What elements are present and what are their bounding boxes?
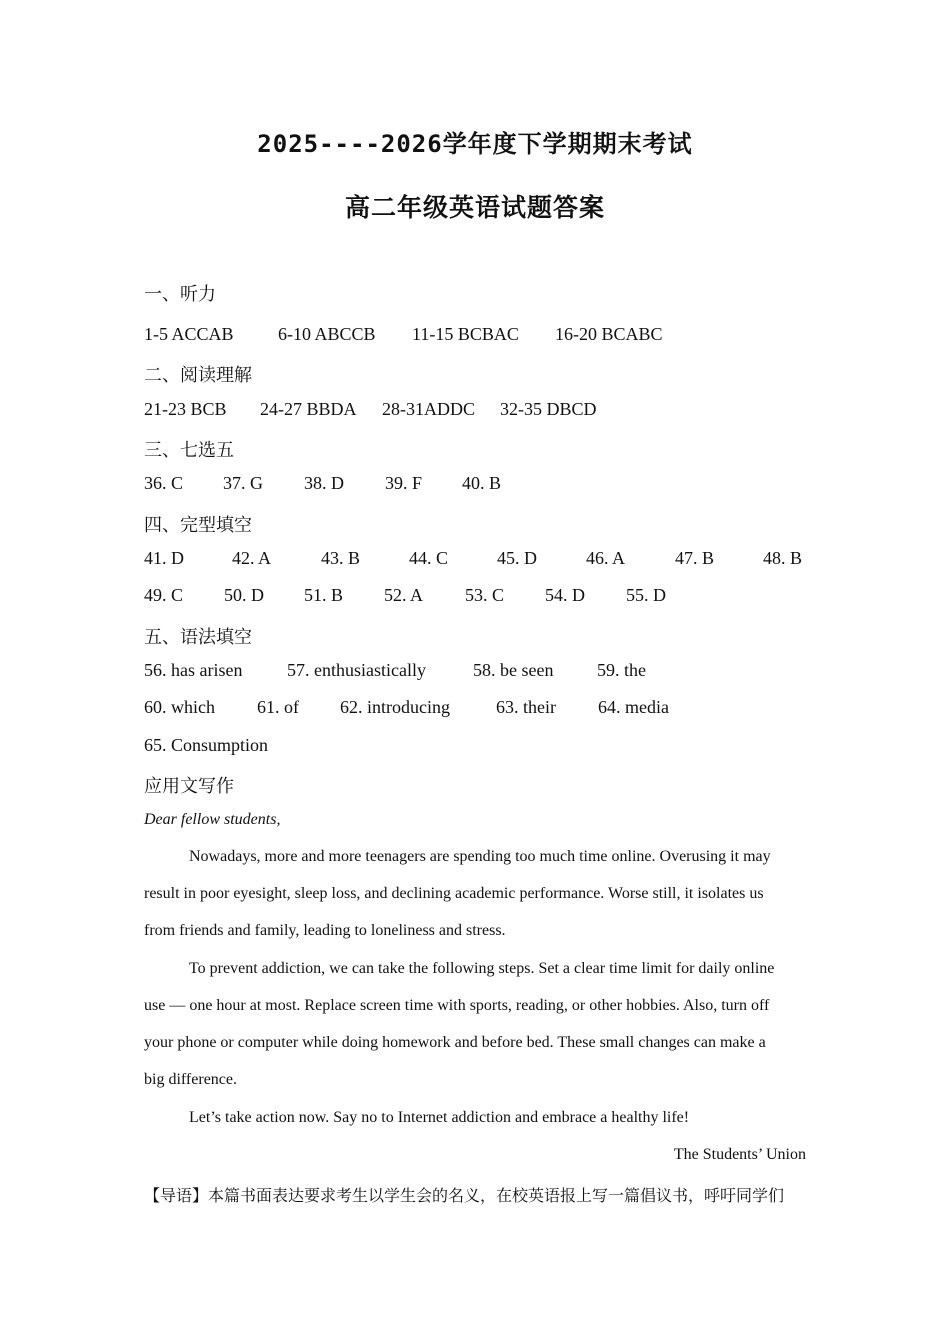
answer-item: 57. enthusiastically bbox=[287, 660, 426, 680]
answer-item: 39. F bbox=[385, 473, 423, 493]
answer-item: 38. D bbox=[304, 473, 344, 493]
answer-item: 28-31ADDC bbox=[382, 399, 475, 419]
answer-item: 36. C bbox=[144, 473, 184, 493]
answer-item: 52. A bbox=[384, 585, 424, 605]
guide-note: 【导语】本篇书面表达要求考生以学生会的名义，在校英语报上写一篇倡议书，呼吁同学们 bbox=[144, 1188, 785, 1205]
answer-item: 48. B bbox=[763, 548, 803, 568]
answer-item: 56. has arisen bbox=[144, 660, 243, 680]
answer-item: 43. B bbox=[321, 548, 361, 568]
answer-item: 6-10 ABCCB bbox=[278, 324, 376, 344]
letter-paragraph-line: Let’s take action now. Say no to Internet addiction and embrace a healthy life! bbox=[189, 1109, 690, 1126]
letter-paragraph-line: use — one hour at most. Replace screen time with sports, reading, or other hobbies. Also, turn off bbox=[144, 997, 770, 1014]
letter-paragraph-line: result in poor eyesight, sleep loss, and declining academic performance. Worse still, it isolates us bbox=[144, 885, 764, 902]
answer-item: 24-27 BBDA bbox=[260, 399, 357, 419]
answer-item: 64. media bbox=[598, 697, 669, 717]
answer-item: 51. B bbox=[304, 585, 344, 605]
answer-row bbox=[144, 735, 268, 756]
answer-item: 21-23 BCB bbox=[144, 399, 227, 419]
answer-item: 44. C bbox=[409, 548, 449, 568]
answer-item: 60. which bbox=[144, 697, 215, 717]
answer-item: 55. D bbox=[626, 585, 666, 605]
section-heading-cloze: 四、完型填空 bbox=[144, 515, 252, 535]
answer-item: 49. C bbox=[144, 585, 184, 605]
answer-item: 47. B bbox=[675, 548, 715, 568]
section-heading-listening: 一、听力 bbox=[144, 284, 216, 304]
answer-item: 46. A bbox=[586, 548, 626, 568]
section-heading-grammar-fill: 五、语法填空 bbox=[144, 627, 252, 647]
letter-paragraph-line: your phone or computer while doing homework and before bed. These small changes can make a bbox=[144, 1034, 766, 1051]
answer-item: 63. their bbox=[496, 697, 556, 717]
answer-item: 1-5 ACCAB bbox=[144, 324, 234, 344]
letter-paragraph-line: from friends and family, leading to loneliness and stress. bbox=[144, 922, 506, 939]
answer-item: 58. be seen bbox=[473, 660, 554, 680]
answer-item: 37. G bbox=[223, 473, 263, 493]
answer-item: 41. D bbox=[144, 548, 184, 568]
answer-item: 45. D bbox=[497, 548, 537, 568]
title-suffix: 学年度下学期期末考试 bbox=[442, 129, 693, 158]
title-year-range: 2025----2026 bbox=[257, 130, 443, 158]
answer-item: 53. C bbox=[465, 585, 505, 605]
letter-salutation: Dear fellow students, bbox=[144, 811, 281, 828]
answer-item: 42. A bbox=[232, 548, 272, 568]
page-title bbox=[0, 124, 950, 159]
answer-item: 50. D bbox=[224, 585, 264, 605]
page-subtitle: 高二年级英语试题答案 bbox=[344, 195, 605, 222]
answer-item: 16-20 BCABC bbox=[555, 324, 663, 344]
answer-item: 54. D bbox=[545, 585, 585, 605]
section-heading-reading: 二、阅读理解 bbox=[144, 365, 252, 385]
letter-paragraph-line: To prevent addiction, we can take the following steps. Set a clear time limit for daily online bbox=[189, 960, 775, 977]
answer-item: 59. the bbox=[597, 660, 646, 680]
letter-paragraph-line: big difference. bbox=[144, 1071, 237, 1088]
letter-paragraph-line: Nowadays, more and more teenagers are spending too much time online. Overusing it may bbox=[189, 848, 771, 865]
answer-item: 65. Consumption bbox=[144, 735, 269, 755]
section-heading-seven-choose-five: 三、七选五 bbox=[144, 440, 234, 460]
answer-item: 40. B bbox=[462, 473, 502, 493]
letter-signature: The Students’ Union bbox=[673, 1146, 806, 1163]
answer-item: 62. introducing bbox=[340, 697, 450, 717]
section-heading-writing: 应用文写作 bbox=[144, 776, 234, 796]
answer-item: 32-35 DBCD bbox=[500, 399, 597, 419]
answer-item: 61. of bbox=[257, 697, 299, 717]
answer-item: 11-15 BCBAC bbox=[412, 324, 519, 344]
